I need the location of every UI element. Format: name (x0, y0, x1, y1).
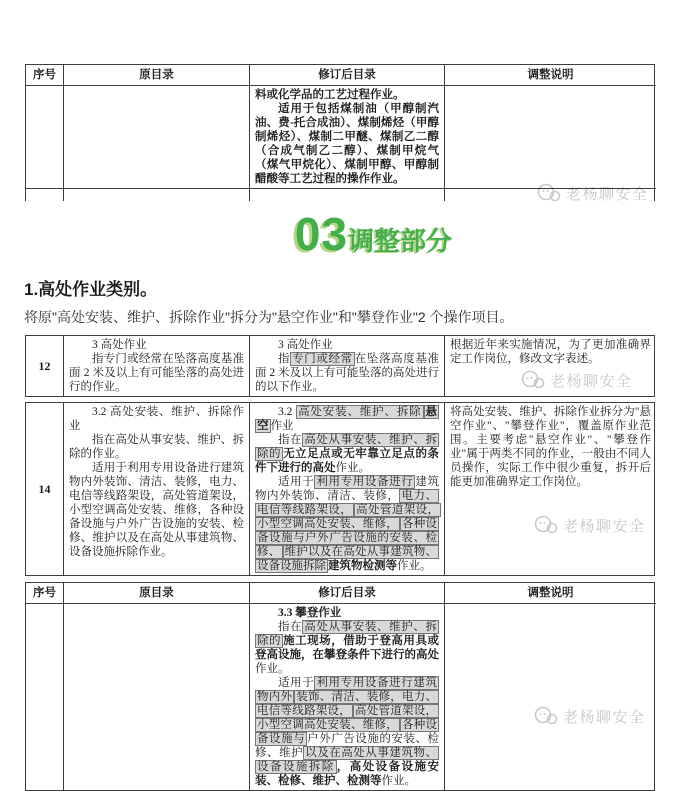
header-note: 调整说明 (444, 65, 656, 85)
table-row12 (25, 335, 655, 397)
seq-cell (26, 603, 63, 790)
watermark-text: 老杨聊安全 (563, 708, 646, 726)
watermark-text: 老杨聊安全 (566, 185, 649, 203)
header-note: 调整说明 (444, 583, 656, 603)
table-row (26, 403, 654, 575)
watermark-text: 老杨聊安全 (550, 372, 633, 390)
revised-cell: 3.2 高处安装、维护、拆除 悬空 作业 指在 高处从事安装、维护、拆除的 无立足点或无牢靠立足点的条件下进行的高处作业。 适用于 利用专用设备进行 建筑物内外装饰、清洁、装修， 电力、电信等线路架设， 高处管道架设，小型空调高处安装、维修， 各种设备设施与户外广告设施的安装、检修、 维护以及在高处从事建筑物、设备设施拆除 建筑物检测等作业。 (249, 403, 444, 575)
revised-cell: 3.3 攀登作业 指在 高处从事安装、维护、拆除的 施工现场，借助于登高用具或登高设施，在攀登条件下进行的高处作业。 适用于 利用专用设备进行建筑物内外 装饰、清洁、装修，电力、电信等线路架设， 高处管道架设，小型空调高处安装、维修， 各种设备设施与 户外广告设施的安装、检修、维护 以及在高处从事建筑物、设备设施拆除 ，高处设备设施安装、检修、维护、检测等作业。 (249, 603, 444, 790)
note-cell (444, 603, 656, 790)
seq-cell (26, 85, 63, 188)
section-number: 03 (294, 208, 349, 260)
original-cell (63, 603, 249, 790)
section-title (34, 210, 679, 262)
section-label: 调整部分 (348, 226, 453, 256)
note-cell: 将高处安装、维护、拆除作业拆分为"悬空作业"、"攀登作业"，覆盖原作业范围。主要考虑"悬空作业"、"攀登作业"属于两类不同的作业，一般由不同人员操作，实际工作中很少重复，拆开后能更加准确界定工作岗位。 (444, 403, 656, 575)
table-row-climbing (25, 582, 655, 791)
table-row (26, 85, 654, 188)
intro-paragraph: 将原"高处安装、维护、拆除作业"拆分为"悬空作业"和"攀登作业"2 个操作项目。 (24, 309, 514, 325)
revised-cell: 3 高处作业 指 专门或经常 在坠落高度基准面 2 米及以上有可能坠落的高处进行的以下作业。 (249, 336, 444, 396)
subsection-heading: 1.高处作业类别。 (24, 280, 158, 299)
note-cell: 根据近年来实施情况，为了更加准确界定工作岗位，修改文字表述。 (444, 336, 656, 396)
original-cell: 3.2 高处安装、维护、拆除作业 指在高处从事安装、维护、拆除的作业。 适用于利用专用设备进行建筑物内外装饰、清洁、装修，电力、电信等线路架设，高处管道架设，小型空调高处安装、维修，各种设备设施与户外广告设施的安装、检修、维护以及在高处从事建筑物、设备设施拆除作业。 (63, 403, 249, 575)
table-continuation (25, 64, 655, 201)
original-cell (63, 85, 249, 188)
header-revised: 修订后目录 (249, 65, 444, 85)
header-original: 原目录 (63, 65, 249, 85)
header-seq: 序号 (33, 587, 56, 599)
table-row (26, 336, 654, 396)
header-revised: 修订后目录 (249, 583, 444, 603)
table-row-cropped (26, 188, 654, 201)
original-cell: 3 高处作业 指专门或经常在坠落高度基准面 2 米及以上有可能坠落的高处进行的作业。 (63, 336, 249, 396)
note-cell (444, 85, 656, 188)
revised-cell: 料或化学品的工艺过程作业。 适用于包括煤制油（甲醇制汽油、费-托合成油）、煤制烯烃（甲醇制烯烃）、煤制二甲醚、煤制乙二醇（合成气制乙二醇）、煤制甲烷气（煤气甲烷化）、煤制甲醇、甲醇制醋酸等工艺过程的操作作业。 (249, 85, 444, 188)
header-original: 原目录 (63, 583, 249, 603)
watermark-text: 老杨聊安全 (563, 517, 646, 535)
table-row14 (25, 402, 655, 576)
document-page (0, 64, 679, 787)
seq-cell: 14 (38, 482, 51, 496)
table-header-row (26, 65, 654, 85)
table-header-row (26, 583, 654, 603)
table-row (26, 603, 654, 790)
header-seq: 序号 (33, 69, 56, 81)
seq-cell: 12 (38, 359, 51, 373)
